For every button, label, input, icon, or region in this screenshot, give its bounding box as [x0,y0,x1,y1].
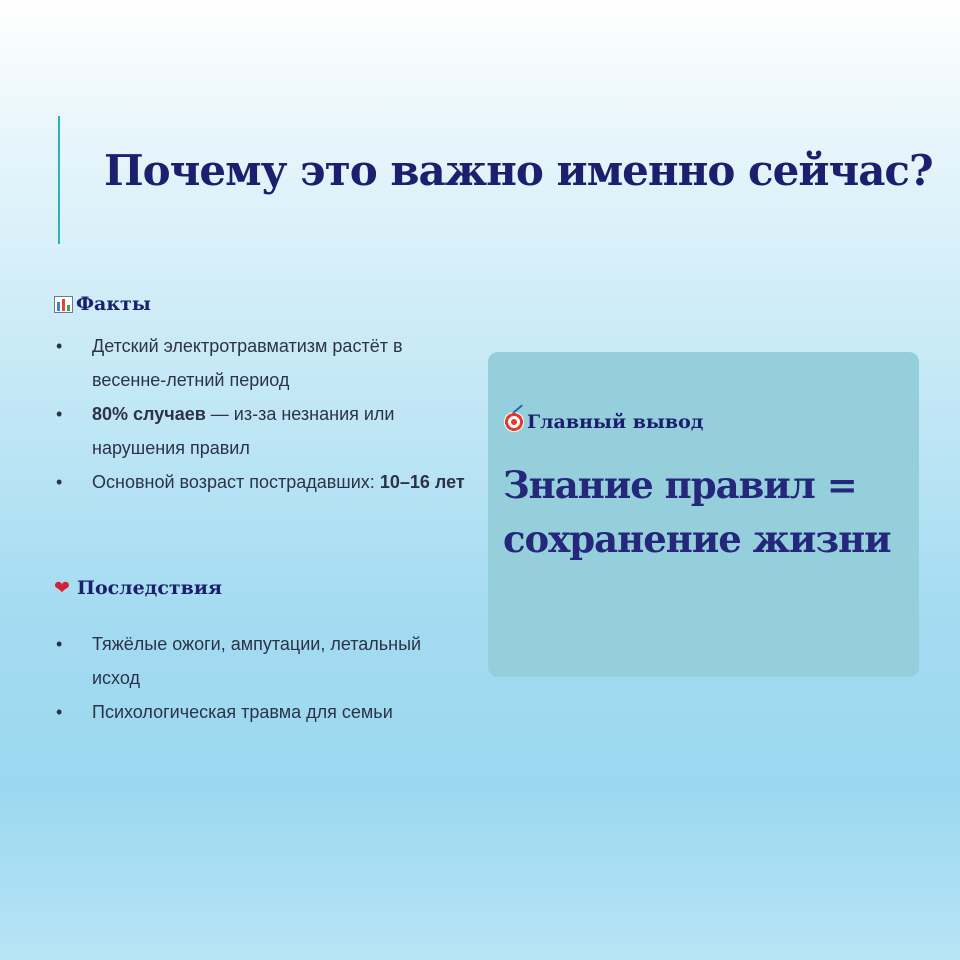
consequences-list [54,627,474,729]
conclusion-heading [504,411,703,433]
heart-icon: ❤ [54,577,70,599]
facts-heading-label: Факты [76,293,151,315]
list-item: • 80% случаев — из-за незнания или нарушения правил [54,397,474,465]
consequences-heading [54,577,222,599]
conclusion-heading-label: Главный вывод [527,411,704,433]
list-item: • Детский электротравматизм растёт в весенне-летний период [54,329,474,397]
target-icon [504,412,524,432]
conclusion-statement: Знание правил = сохранение жизни [503,463,891,561]
consequences-heading-label: Последствия [77,577,223,599]
title-accent-line [58,116,60,244]
bar-chart-icon [54,296,73,313]
list-item: • Тяжёлые ожоги, ампутации, летальный исход [54,627,474,695]
list-item: • Основной возраст пострадавших: 10–16 лет [54,465,474,499]
facts-heading [54,293,151,315]
facts-list [54,329,474,499]
page-title: Почему это важно именно сейчас? [104,146,933,195]
list-item: • Психологическая травма для семьи [54,695,474,729]
